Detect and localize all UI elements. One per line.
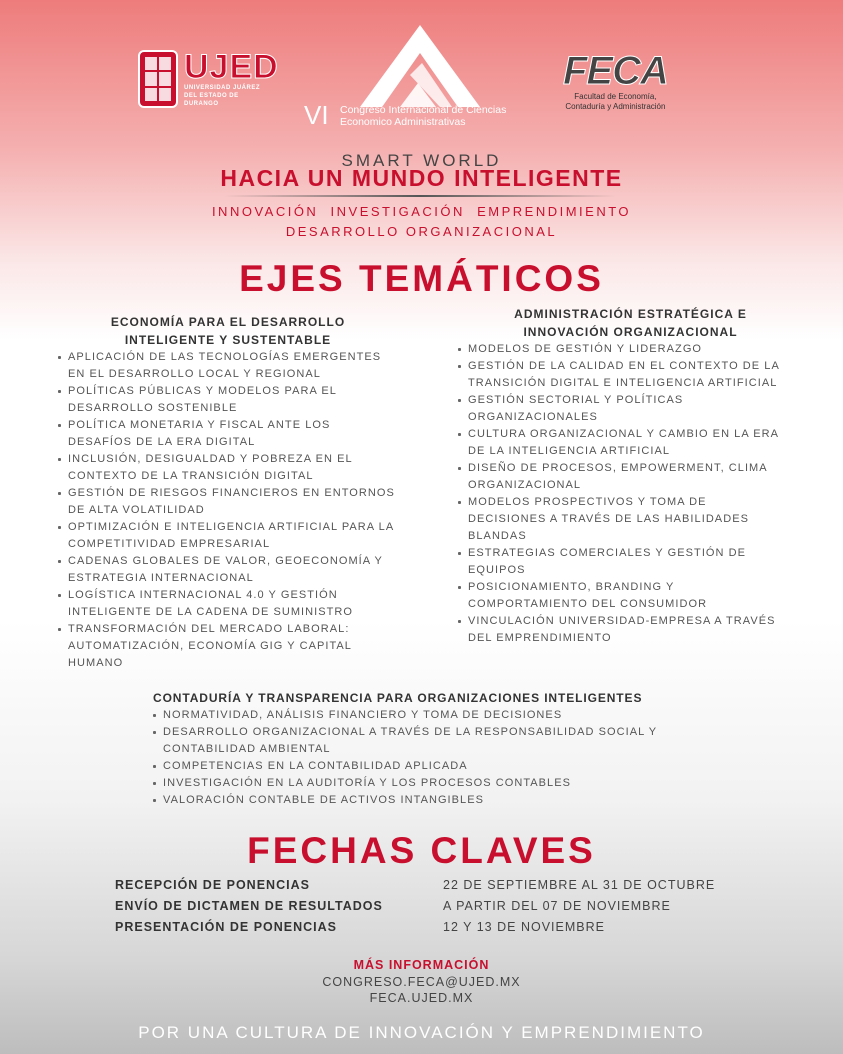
website-link[interactable]: FECA.UJED.MX bbox=[369, 991, 474, 1005]
date-label: ENVÍO DE DICTAMEN DE RESULTADOS bbox=[115, 899, 383, 913]
eje-item: LOGÍSTICA INTERNACIONAL 4.0 Y GESTIÓN INTELIGENTE DE LA CADENA DE SUMINISTRO bbox=[58, 587, 398, 621]
ujed-shield-icon bbox=[138, 50, 178, 108]
eje-item-list bbox=[153, 707, 693, 809]
eje-title-line2: INTELIGENTE Y SUSTENTABLE bbox=[124, 333, 332, 347]
eje-item: MODELOS PROSPECTIVOS Y TOMA DE DECISIONES A TRAVÉS DE LAS HABILIDADES BLANDAS bbox=[458, 494, 788, 545]
congress-triangle-logo bbox=[360, 25, 480, 107]
ujed-logo bbox=[138, 50, 279, 108]
date-value: 12 Y 13 DE NOVIEMBRE bbox=[443, 920, 605, 934]
eje-item-list bbox=[458, 341, 788, 647]
eje-item: GESTIÓN DE RIESGOS FINANCIEROS EN ENTORNOS DE ALTA VOLATILIDAD bbox=[58, 485, 398, 519]
eje-item: APLICACIÓN DE LAS TECNOLOGÍAS EMERGENTES EN EL DESARROLLO LOCAL Y REGIONAL bbox=[58, 349, 398, 383]
congress-name-line1: Congreso Internacional de Ciencias bbox=[340, 104, 507, 116]
eje-item: INCLUSIÓN, DESIGUALDAD Y POBREZA EN EL CONTEXTO DE LA TRANSICIÓN DIGITAL bbox=[58, 451, 398, 485]
feca-subtitle-line2: Contaduría y Administración bbox=[565, 102, 666, 111]
footer-slogan: POR UNA CULTURA DE INNOVACIÓN Y EMPRENDIMIENTO bbox=[138, 1023, 705, 1042]
eje-item: VINCULACIÓN UNIVERSIDAD-EMPRESA A TRAVÉS DEL EMPRENDIMIENTO bbox=[458, 613, 788, 647]
eje-item: OPTIMIZACIÓN E INTELIGENCIA ARTIFICIAL PARA LA COMPETITIVIDAD EMPRESARIAL bbox=[58, 519, 398, 553]
feca-subtitle-line1: Facultad de Economía, bbox=[574, 92, 657, 101]
email-link[interactable]: CONGRESO.FECA@UJED.MX bbox=[322, 975, 521, 989]
fechas-title: FECHAS CLAVES bbox=[247, 830, 596, 871]
eje-administracion bbox=[458, 305, 803, 647]
divider bbox=[225, 195, 615, 197]
eje-item: TRANSFORMACIÓN DEL MERCADO LABORAL: AUTOMATIZACIÓN, ECONOMÍA GIG Y CAPITAL HUMANO bbox=[58, 621, 398, 672]
kicker: SMART WORLD bbox=[341, 151, 502, 170]
feca-logo bbox=[563, 50, 668, 112]
tagline-line2: DESARROLLO ORGANIZACIONAL bbox=[285, 224, 558, 239]
eje-title-line1: ECONOMÍA PARA EL DESARROLLO bbox=[110, 315, 346, 329]
eje-item: DISEÑO DE PROCESOS, EMPOWERMENT, CLIMA ORGANIZACIONAL bbox=[458, 460, 788, 494]
headline: HACIA UN MUNDO INTELIGENTE bbox=[220, 165, 623, 191]
ejes-title: EJES TEMÁTICOS bbox=[239, 258, 604, 299]
ujed-wordmark: UJED bbox=[184, 48, 279, 86]
eje-title: CONTADURÍA Y TRANSPARENCIA PARA ORGANIZACIONES INTELIGENTES bbox=[153, 691, 643, 705]
eje-item: POLÍTICAS PÚBLICAS Y MODELOS PARA EL DESARROLLO SOSTENIBLE bbox=[58, 383, 398, 417]
eje-item: NORMATIVIDAD, ANÁLISIS FINANCIERO Y TOMA DE DECISIONES bbox=[153, 707, 693, 724]
eje-contaduria bbox=[153, 689, 713, 809]
date-label: PRESENTACIÓN DE PONENCIAS bbox=[115, 920, 338, 934]
eje-item: GESTIÓN DE LA CALIDAD EN EL CONTEXTO DE LA TRANSICIÓN DIGITAL E INTELIGENCIA ARTIFICIAL bbox=[458, 358, 788, 392]
eje-item-list bbox=[58, 349, 398, 672]
ujed-subtitle: UNIVERSIDAD JUÁREZ DEL ESTADO DE DURANGO bbox=[184, 85, 261, 107]
eje-item: CULTURA ORGANIZACIONAL Y CAMBIO EN LA ERA DE LA INTELIGENCIA ARTIFICIAL bbox=[458, 426, 788, 460]
eje-item: MODELOS DE GESTIÓN Y LIDERAZGO bbox=[458, 341, 788, 358]
eje-title-line2: INNOVACIÓN ORGANIZACIONAL bbox=[523, 325, 738, 339]
eje-item: POSICIONAMIENTO, BRANDING Y COMPORTAMIENTO DEL CONSUMIDOR bbox=[458, 579, 788, 613]
feca-wordmark: FECA bbox=[563, 49, 668, 93]
congress-name bbox=[340, 104, 506, 128]
info-title: MÁS INFORMACIÓN bbox=[353, 958, 490, 972]
date-value: A PARTIR DEL 07 DE NOVIEMBRE bbox=[443, 899, 671, 913]
eje-item: COMPETENCIAS EN LA CONTABILIDAD APLICADA bbox=[153, 758, 693, 775]
congress-name-line2: Economico Administrativas bbox=[340, 116, 466, 128]
eje-item: DESARROLLO ORGANIZACIONAL A TRAVÉS DE LA RESPONSABILIDAD SOCIAL Y CONTABILIDAD AMBIENTAL bbox=[153, 724, 693, 758]
congress-numeral: VI bbox=[304, 100, 329, 130]
tagline-line1: INNOVACIÓN INVESTIGACIÓN EMPRENDIMIENTO bbox=[211, 204, 632, 219]
date-value: 22 DE SEPTIEMBRE AL 31 DE OCTUBRE bbox=[443, 878, 716, 892]
eje-item: ESTRATEGIAS COMERCIALES Y GESTIÓN DE EQUIPOS bbox=[458, 545, 788, 579]
eje-item: GESTIÓN SECTORIAL Y POLÍTICAS ORGANIZACIONALES bbox=[458, 392, 788, 426]
eje-economia bbox=[58, 313, 398, 672]
date-label: RECEPCIÓN DE PONENCIAS bbox=[115, 878, 310, 892]
eje-item: CADENAS GLOBALES DE VALOR, GEOECONOMÍA Y ESTRATEGIA INTERNACIONAL bbox=[58, 553, 398, 587]
eje-item: POLÍTICA MONETARIA Y FISCAL ANTE LOS DESAFÍOS DE LA ERA DIGITAL bbox=[58, 417, 398, 451]
eje-title-line1: ADMINISTRACIÓN ESTRATÉGICA E bbox=[514, 307, 747, 321]
eje-item: INVESTIGACIÓN EN LA AUDITORÍA Y LOS PROCESOS CONTABLES bbox=[153, 775, 693, 792]
eje-item: VALORACIÓN CONTABLE DE ACTIVOS INTANGIBLES bbox=[153, 792, 693, 809]
